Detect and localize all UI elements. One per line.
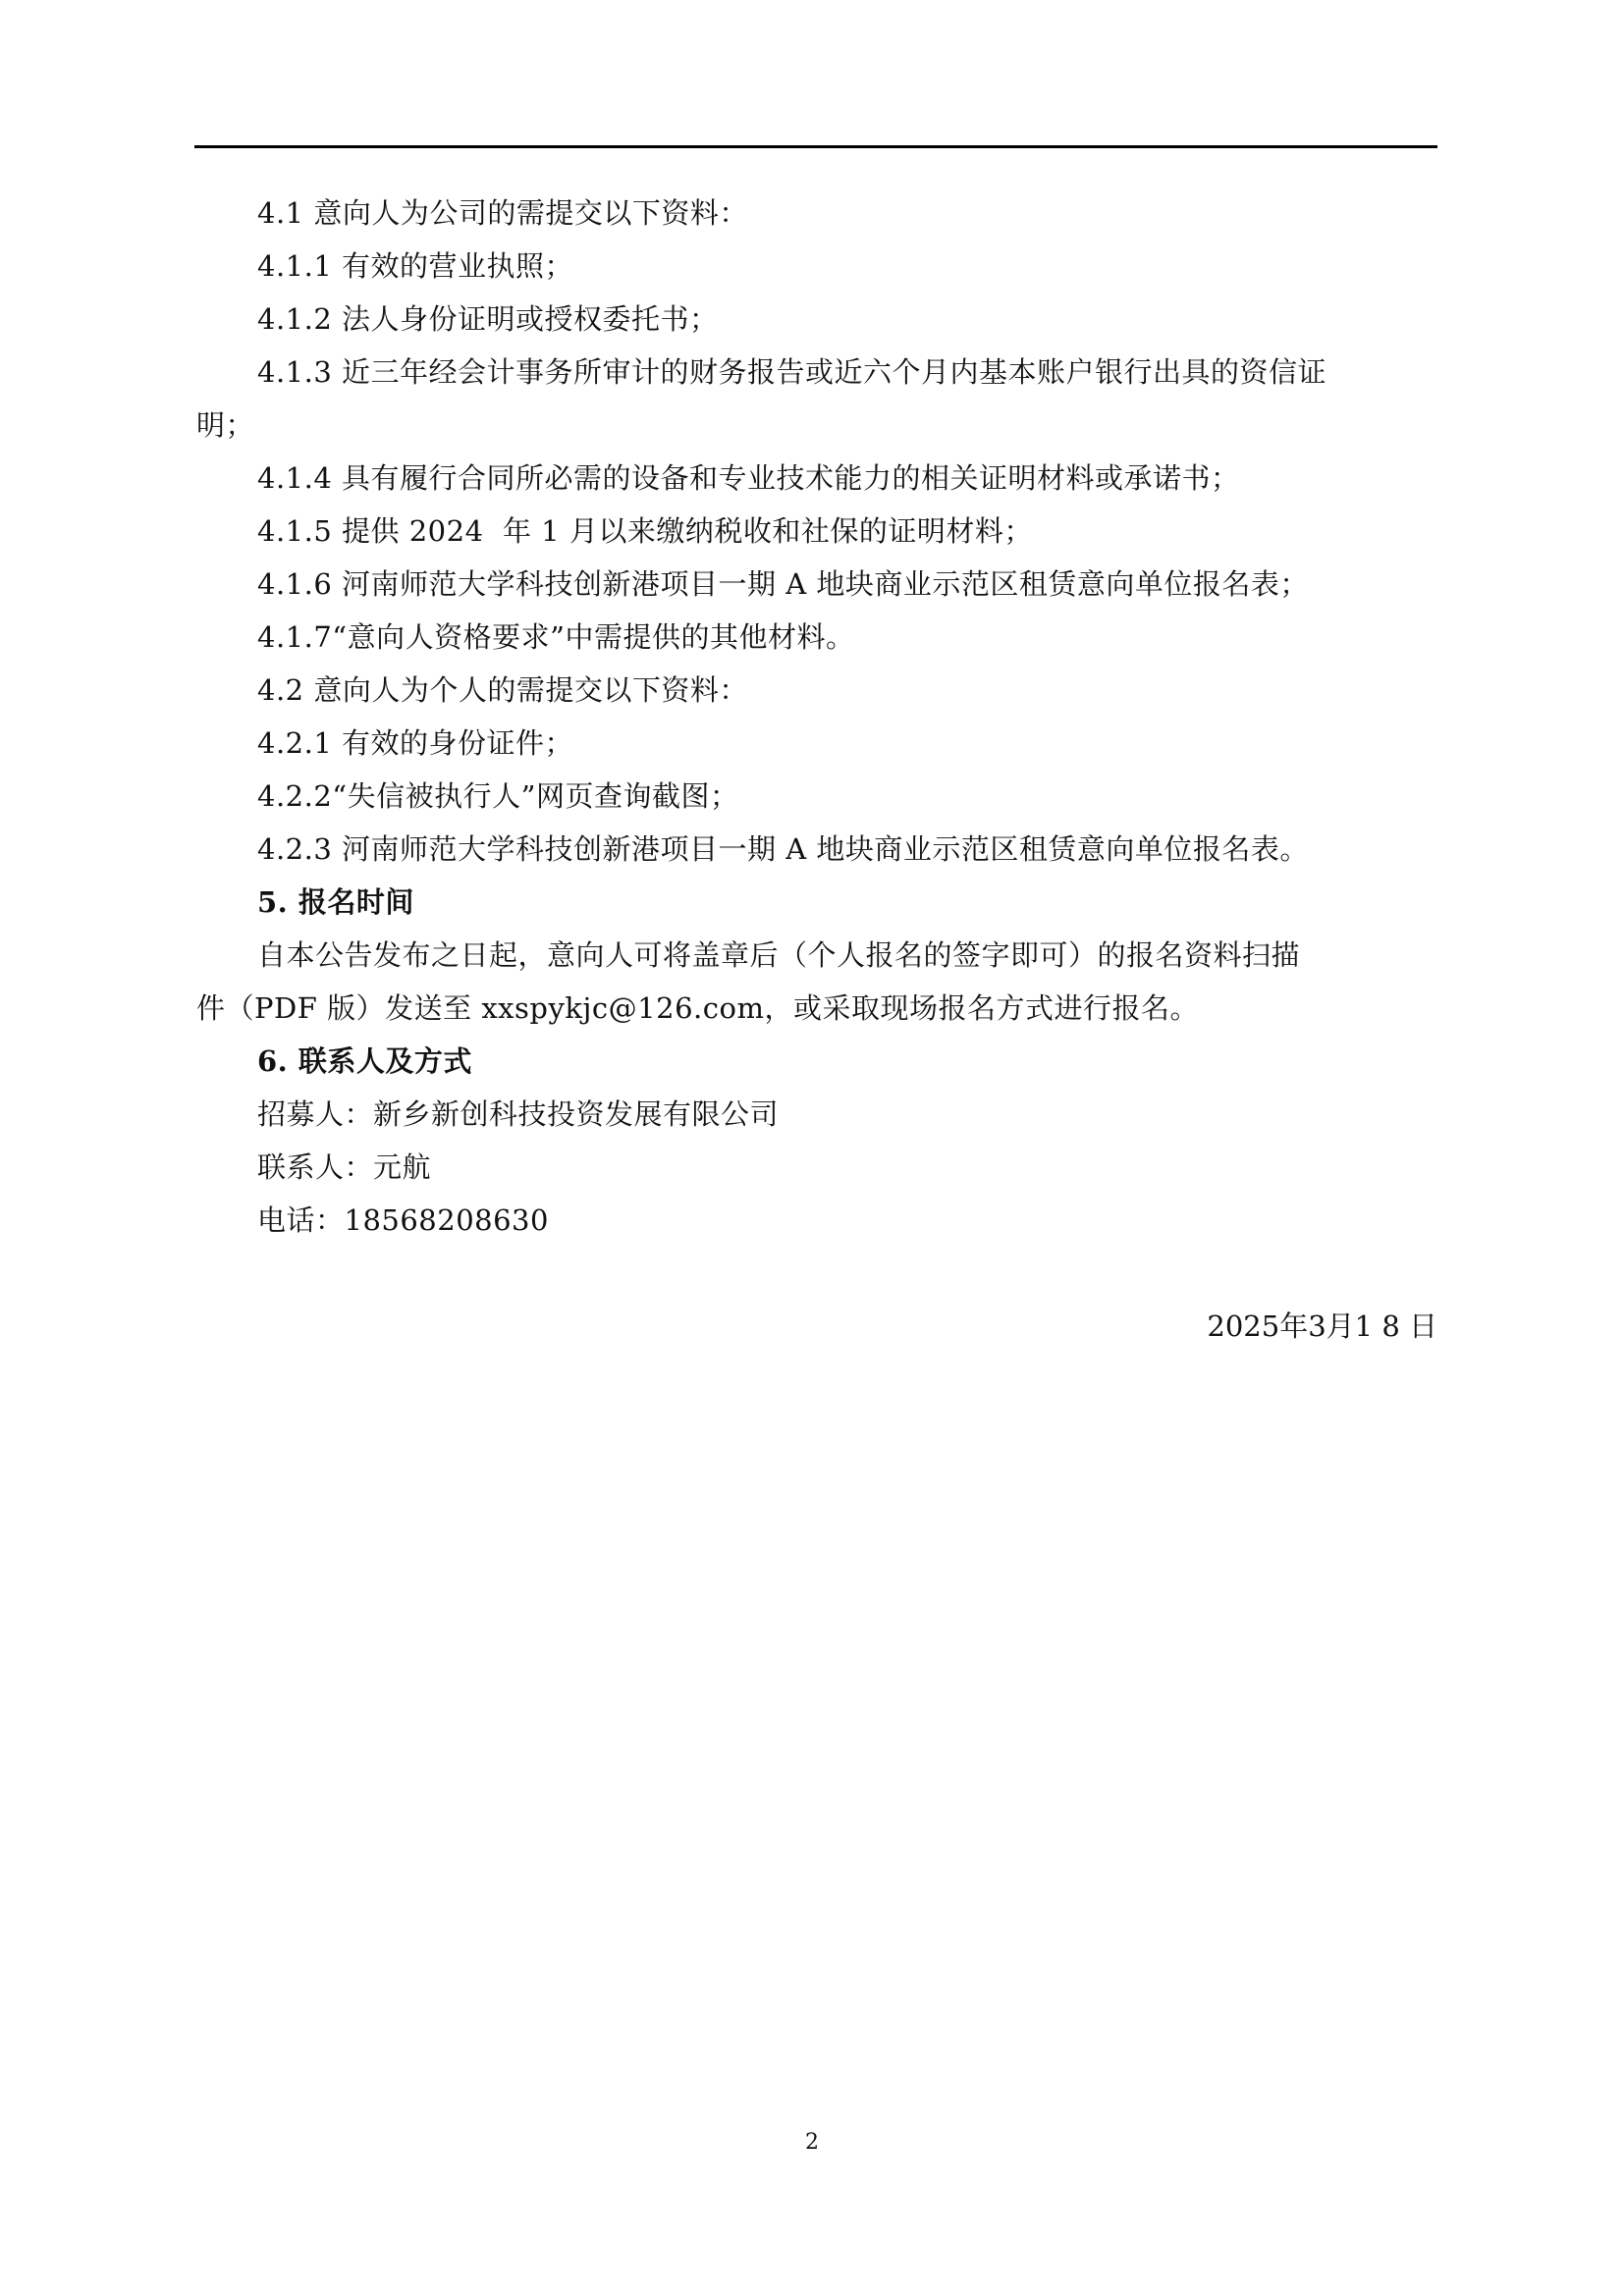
document-date: 2025年3月1 8 日	[1207, 1309, 1437, 1343]
item-4-1-5: 4.1.5 提供 2024 年 1 月以来缴纳税收和社保的证明材料；	[257, 514, 1033, 548]
item-4-2-3: 4.2.3 河南师范大学科技创新港项目一期 A 地块商业示范区租赁意向单位报名表。	[257, 832, 1309, 866]
item-4-1-6: 4.1.6 河南师范大学科技创新港项目一期 A 地块商业示范区租赁意向单位报名表；	[257, 567, 1309, 601]
item-4-1-3-line1: 4.1.3 近三年经会计事务所审计的财务报告或近六个月内基本账户银行出具的资信证	[257, 355, 1327, 389]
item-4-1-3-line2: 明；	[196, 408, 255, 442]
item-4-1: 4.1 意向人为公司的需提交以下资料：	[257, 196, 748, 230]
item-4-1-2: 4.1.2 法人身份证明或授权委托书；	[257, 302, 719, 336]
recruiter-line: 招募人：新乡新创科技投资发展有限公司	[257, 1097, 780, 1131]
section-5-body-line2: 件（PDF 版）发送至 xxspykjc@126.com，或采取现场报名方式进行报名。	[196, 991, 1199, 1025]
item-4-2: 4.2 意向人为个人的需提交以下资料：	[257, 673, 748, 707]
page-number: 2	[805, 2130, 819, 2155]
item-4-2-2: 4.2.2“失信被执行人”网页查询截图；	[257, 779, 739, 813]
section-5-body-line1: 自本公告发布之日起，意向人可将盖章后（个人报名的签字即可）的报名资料扫描	[257, 938, 1301, 972]
document-body	[196, 187, 1435, 1247]
section-5-heading: 5. 报名时间	[257, 885, 414, 919]
header-rule	[194, 145, 1437, 148]
item-4-1-7: 4.1.7“意向人资格要求”中需提供的其他材料。	[257, 620, 855, 654]
item-4-2-1: 4.2.1 有效的身份证件；	[257, 726, 574, 760]
phone-line: 电话：18568208630	[257, 1203, 549, 1237]
item-4-1-1: 4.1.1 有效的营业执照；	[257, 249, 574, 283]
item-4-1-4: 4.1.4 具有履行合同所必需的设备和专业技术能力的相关证明材料或承诺书；	[257, 461, 1240, 495]
section-6-heading: 6. 联系人及方式	[257, 1044, 472, 1078]
contact-person-line: 联系人：元航	[257, 1150, 432, 1184]
